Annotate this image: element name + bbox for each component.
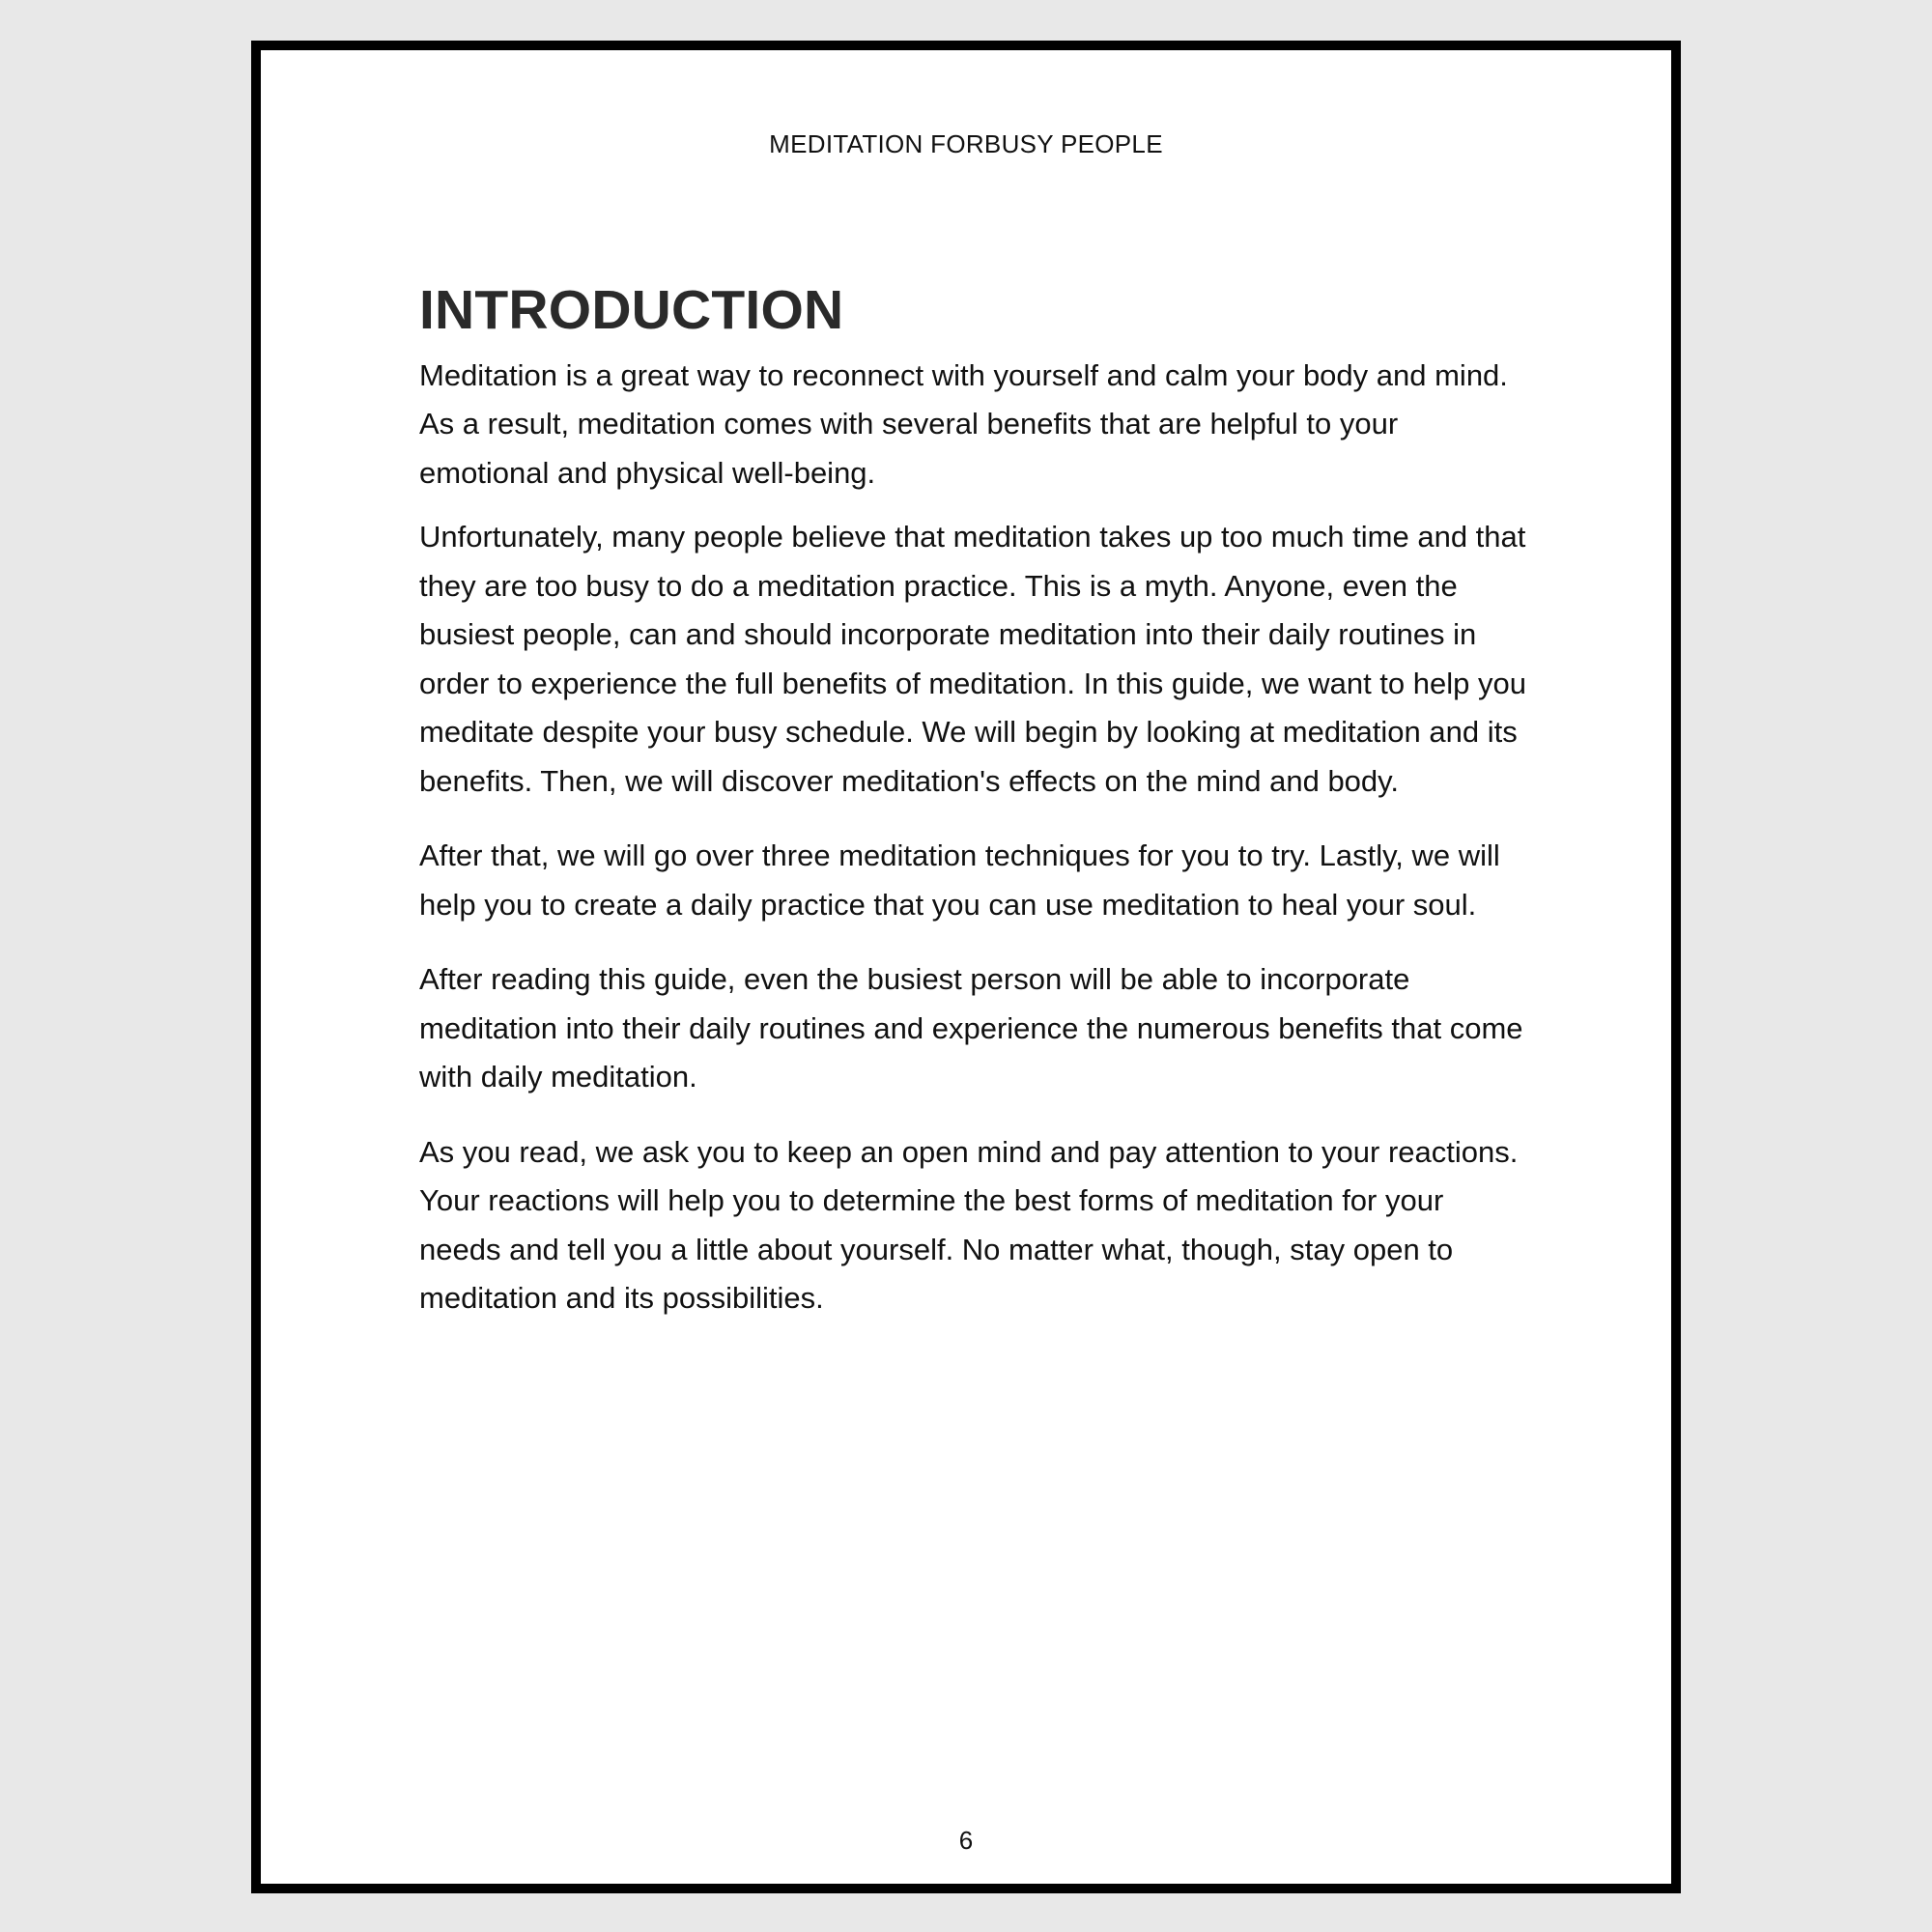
running-header: MEDITATION FORBUSY PEOPLE [769,129,1163,158]
paragraph-1: Meditation is a great way to reconnect with yourself and calm your body and mind. As a result, meditation comes with several benefits that are helpful to your emotional and physical well-being. [419,357,1508,490]
document-page [251,41,1681,1893]
paragraph-4: After reading this guide, even the busiest person will be able to incorporate meditation into their daily routines and experience the numerous benefits that come with daily meditation. [419,962,1523,1094]
chapter-title: INTRODUCTION [419,279,844,341]
paragraph-5: As you read, we ask you to keep an open mind and pay attention to your reactions. Your reactions will help you to determine the best forms of meditation for your needs and tell you a little about yourself. No matter what, though, stay open to meditation and its possibilities. [419,1134,1519,1316]
page-number: 6 [958,1826,974,1855]
paragraph-3: After that, we will go over three meditation techniques for you to try. Lastly, we will help you to create a daily practice that you can use meditation to heal your soul. [419,838,1500,922]
paragraph-2: Unfortunately, many people believe that meditation takes up too much time and that they are too busy to do a meditation practice. This is a myth. Anyone, even the busiest people, can and should incorporate meditation into their daily routines in order to experience the full benefits of meditation. In this guide, we want to help you meditate despite your busy schedule. We will begin by looking at meditation and its benefits. Then, we will discover meditation's effects on the mind and body. [419,520,1526,798]
page-content [419,280,1530,1339]
